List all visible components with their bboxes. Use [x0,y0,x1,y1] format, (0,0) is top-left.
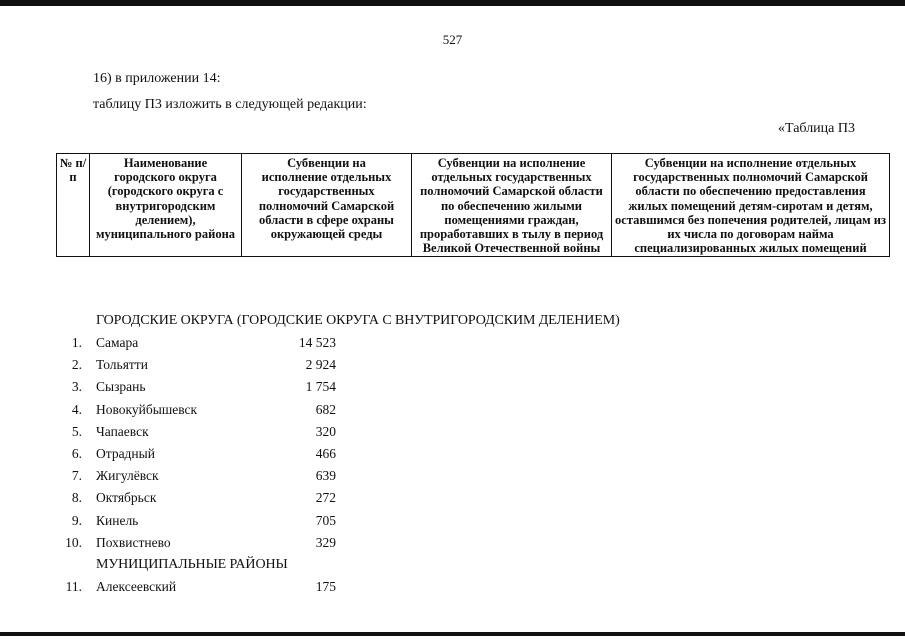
table-header [56,153,890,257]
row-number: 10. [65,534,82,550]
bottom-border [0,632,905,636]
header-municipality-name: Наименование городского округа (городского округа с внутригородским делением), муниципального района [90,154,242,257]
row-number: 4. [71,401,82,417]
table-row [0,402,905,422]
row-name: Алексеевский [96,579,177,594]
row-number: 1. [71,335,82,350]
row-number: 3. [71,379,82,395]
top-border [0,0,905,6]
table-row [0,357,905,377]
row-number: 5. [71,423,82,439]
row-number: 2. [71,357,82,373]
row-name: Жигулёвск [96,468,159,484]
table-caption: «Таблица П3 [778,121,855,136]
row-name: Кинель [96,512,139,528]
row-value: 466 [315,446,336,461]
table-row [0,579,905,599]
row-number: 6. [71,446,82,461]
row-name: Отрадный [96,446,155,461]
table-row [0,468,905,488]
row-value: 329 [315,534,336,550]
row-name: Сызрань [96,379,146,395]
row-value: 2 924 [305,357,336,373]
row-name: Новокуйбышевск [96,401,198,417]
header-number: № п/п [57,154,90,257]
row-value: 1 754 [305,379,336,395]
table-row [0,424,905,444]
header-row [57,154,890,257]
row-value: 272 [315,490,336,506]
row-value: 320 [315,423,336,439]
row-value: 639 [315,468,336,484]
paragraph-instruction: таблицу П3 изложить в следующей редакции: [93,97,367,112]
table-row [0,446,905,466]
row-name: Чапаевск [96,423,149,439]
row-value: 682 [315,401,336,417]
row-number: 7. [71,468,82,484]
table-row [0,535,905,555]
section-title-municipal-districts: МУНИЦИПАЛЬНЫЕ РАЙОНЫ [96,557,288,572]
header-environment-subvention: Субвенции на исполнение отдельных государственных полномочий Самарской области в сфере охраны окружающей среды [242,154,412,257]
header-war-workers-housing-subvention: Субвенции на исполнение отдельных государственных полномочий Самарской области по обеспечению жилыми помещениями граждан, проработавших в тылу в период Великой Отечественной войны [412,154,612,257]
table-row [0,513,905,533]
paragraph-item-16: 16) в приложении 14: [93,71,221,86]
page-number: 527 [442,32,463,47]
row-number: 8. [71,490,82,506]
section-title-city-districts: ГОРОДСКИЕ ОКРУГА (ГОРОДСКИЕ ОКРУГА С ВНУТРИГОРОДСКИМ ДЕЛЕНИЕМ) [96,313,620,328]
header-orphans-housing-subvention: Субвенции на исполнение отдельных государственных полномочий Самарской области по обеспечению предоставления жилых помещений детям-сиротам и детям, оставшимся без попечения родителей, лицам из их числа по договорам найма специализированных жилых помещений [612,154,890,257]
row-name: Тольятти [96,357,148,373]
row-value: 705 [315,512,336,528]
row-name: Похвистнево [96,534,171,550]
table-row [0,379,905,399]
row-value: 14 523 [298,335,336,350]
table-row [0,335,905,355]
row-name: Октябрьск [96,490,157,506]
row-number: 9. [71,512,82,528]
row-name: Самара [96,335,139,350]
table-row [0,490,905,510]
row-value: 175 [315,579,336,594]
row-number: 11. [65,579,82,594]
